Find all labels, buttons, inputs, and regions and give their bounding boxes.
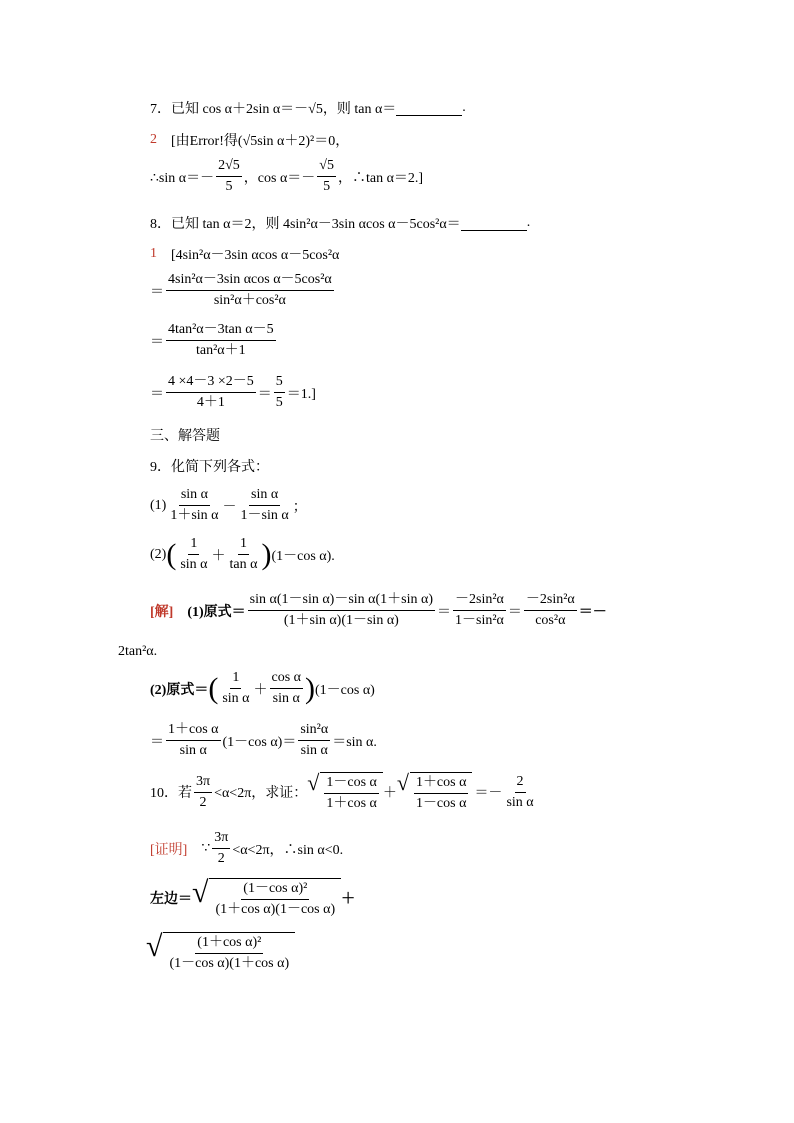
q9-part2-f2-num: 1 xyxy=(238,536,249,555)
plus-sign: ＋ xyxy=(341,892,356,907)
q7-answer-text: [由Error!得(√5sin α＋2)²＝0， xyxy=(171,134,350,149)
q8-step1 xyxy=(150,272,336,309)
q8-blank xyxy=(461,216,527,231)
q10-left-side-cont xyxy=(146,932,295,972)
q9-sol1-f3-den: cos²α xyxy=(535,613,566,628)
q9-sol1-f2-num: －2sin²α xyxy=(453,592,506,611)
q8-step3 xyxy=(150,374,316,411)
q8-answer-number: 1 xyxy=(150,246,157,261)
q7-sin-den: 5 xyxy=(225,179,233,194)
minus-sign: － xyxy=(222,499,237,515)
q10-l2-den: (1－cos α)(1＋cos α) xyxy=(169,956,290,971)
q9-sol3-f1-den: sin α xyxy=(179,743,207,758)
q7-stem-line xyxy=(150,98,466,118)
q10-l2-num: (1＋cos α)² xyxy=(195,935,263,954)
q9-sol1-f3-num: －2sin²α xyxy=(524,592,577,611)
q8-step1-den: sin²α＋cos²α xyxy=(213,293,286,308)
q10-l1-den: (1＋cos α)(1－cos α) xyxy=(215,902,336,917)
q7-cos-fraction xyxy=(317,158,336,195)
q10-sqrt2 xyxy=(397,772,473,812)
q9-part2-tail: (1－cos α). xyxy=(271,548,335,564)
q9-part1-f1-num: sin α xyxy=(179,487,210,506)
q9-part1-f2-num: sin α xyxy=(249,487,280,506)
equals-sign: ＝ xyxy=(507,604,522,620)
q9-solution1 xyxy=(150,592,607,629)
q9-part2-label: (2) xyxy=(150,546,167,562)
q9-part1 xyxy=(150,487,307,524)
q9-part2-fraction1 xyxy=(178,536,209,573)
q7-tan-result: ，∴tan α＝2.] xyxy=(337,170,424,186)
right-paren-icon: ) xyxy=(261,537,272,571)
q7-cos-num: √5 xyxy=(317,158,336,177)
q10-r2-num: 1＋cos α xyxy=(414,775,469,794)
q10-r2-den: 1－cos α xyxy=(415,796,467,811)
q9-sol2-tail: (1－cos α) xyxy=(315,682,375,698)
q9-stem-line xyxy=(150,456,269,476)
q10-r1-fraction xyxy=(324,775,379,812)
equals-sign: ＝ xyxy=(150,386,164,402)
q9-sol2-f1-num: 1 xyxy=(230,670,241,689)
q8-step3-fraction xyxy=(166,374,256,411)
equals-sign: ＝ xyxy=(150,734,164,750)
q10-proof-fraction xyxy=(212,830,230,867)
section-title: 三、解答题 xyxy=(150,429,220,444)
q10-left-label: 左边＝ xyxy=(150,892,192,907)
right-paren-icon: ) xyxy=(305,671,316,705)
q8-answer-text: [4sin²α－3sin αcos α－5cos²α xyxy=(171,248,340,263)
q10-stem-line xyxy=(150,772,538,812)
q9-sol2-fraction2 xyxy=(270,670,304,707)
q10-proof-den: 2 xyxy=(217,851,225,866)
section-heading xyxy=(150,425,220,445)
q8-step3-num: 4 ×4－3 ×2－5 xyxy=(166,374,256,393)
q9-sol2-f2-den: sin α xyxy=(272,691,300,706)
q10-sqrt1 xyxy=(307,772,383,812)
proof-tag: [证明] xyxy=(150,842,188,858)
q9-sol1-f1-num: sin α(1－sin α)－sin α(1＋sin α) xyxy=(248,592,435,611)
q8-step1-num: 4sin²α－3sin αcos α－5cos²α xyxy=(166,272,334,291)
q7-sin-label: ∴sin α＝－ xyxy=(150,170,215,186)
sqrt-icon: √ xyxy=(396,770,409,795)
q9-sol3-f2-den: sin α xyxy=(300,743,328,758)
q9-solution2 xyxy=(150,670,375,707)
q7-answer-line xyxy=(150,130,349,150)
q8-step3-num2: 5 xyxy=(274,374,285,393)
q9-sol3-fraction1 xyxy=(166,722,221,759)
q9-sol2-fraction1 xyxy=(220,670,251,707)
q9-sol2-f2-num: cos α xyxy=(270,670,304,689)
q7-tail: . xyxy=(462,100,466,115)
q9-sol2-f1-den: sin α xyxy=(222,691,250,706)
q9-sol3-fraction2 xyxy=(298,722,330,759)
q8-tail: . xyxy=(526,215,531,230)
left-paren-icon: ( xyxy=(166,537,177,571)
q9-part1-label: (1) xyxy=(150,497,167,513)
q9-part1-fraction1 xyxy=(168,487,220,524)
q9-sol1-tail: ＝－ xyxy=(578,604,607,620)
q10-equals-minus: ＝－ xyxy=(474,786,503,801)
q8-answer-line xyxy=(150,244,339,264)
q7-sin-num: 2√5 xyxy=(216,158,242,177)
q10-rhs-fraction xyxy=(504,774,535,811)
q9-sol2-label: (2)原式＝ xyxy=(150,682,209,698)
q10-stem-b: <α<2π，求证： xyxy=(214,786,308,801)
q8-step3-fraction2 xyxy=(274,374,285,411)
q10-r1-num: 1－cos α xyxy=(324,775,379,794)
q7-cos-den: 5 xyxy=(323,179,331,194)
q10-r1-den: 1＋cos α xyxy=(326,796,377,811)
q9-sol3-tail: ＝sin α. xyxy=(332,734,377,750)
q9-sol1-fraction1 xyxy=(248,592,435,629)
q9-sol1-f2-den: 1－sin²α xyxy=(455,613,504,628)
q9-sol3-f2-num: sin²α xyxy=(298,722,330,741)
q9-sol3-f1-num: 1＋cos α xyxy=(166,722,221,741)
q7-answer-line2 xyxy=(150,158,423,195)
q8-stem: 8．已知 tan α＝2，则 4sin²α－3sin αcos α－5cos²α＝ xyxy=(150,217,461,232)
q7-answer-number: 2 xyxy=(150,132,157,147)
q9-part2 xyxy=(150,536,335,573)
q9-solution3 xyxy=(150,722,377,759)
plus-sign: ＋ xyxy=(382,786,397,801)
q9-sol1-f1-den: (1＋sin α)(1－sin α) xyxy=(283,613,399,628)
q9-stem: 9．化简下列各式： xyxy=(150,460,269,475)
q10-condition-fraction xyxy=(194,774,212,811)
q7-sin-fraction xyxy=(216,158,242,195)
q8-step2-fraction xyxy=(166,322,276,359)
q8-stem-line xyxy=(150,213,530,233)
q9-part1-tail: ； xyxy=(292,499,307,515)
plus-sign: ＋ xyxy=(253,682,268,698)
q10-stem-a: 10．若 xyxy=(150,786,192,801)
q7-blank xyxy=(396,101,462,116)
q10-l1-num: (1－cos α)² xyxy=(241,881,309,900)
q10-rhs-num: 2 xyxy=(515,774,526,793)
q10-cond-num: 3π xyxy=(194,774,212,793)
q9-sol1-label: (1)原式＝ xyxy=(187,604,246,620)
q10-proof-line xyxy=(150,830,343,867)
q10-r2-fraction xyxy=(414,775,469,812)
equals-sign: ＝ xyxy=(150,334,164,350)
q8-step3-den: 4＋1 xyxy=(196,395,225,410)
left-paren-icon: ( xyxy=(208,671,219,705)
q10-left-sqrt1 xyxy=(192,878,341,918)
q9-solution1-cont xyxy=(118,644,157,660)
because-symbol: ∵ xyxy=(201,841,211,856)
q10-proof-num: 3π xyxy=(212,830,230,849)
q10-l2-fraction xyxy=(167,935,291,972)
sqrt-icon: √ xyxy=(192,876,209,909)
q9-part2-f2-den: tan α xyxy=(229,557,258,572)
q9-sol1-fraction3 xyxy=(524,592,577,629)
q10-left-sqrt2 xyxy=(146,932,295,972)
q7-cos-label: ，cos α＝－ xyxy=(243,170,316,186)
equals-sign: ＝ xyxy=(437,604,451,620)
q9-sol3-mid: (1－cos α)＝ xyxy=(222,734,297,750)
q9-part1-f2-den: 1－sin α xyxy=(240,508,289,523)
q10-l1-fraction xyxy=(213,881,337,918)
equals-sign: ＝ xyxy=(150,284,164,300)
q10-cond-den: 2 xyxy=(199,794,207,810)
q8-step3-den2: 5 xyxy=(275,395,283,410)
q9-sol1-fraction2 xyxy=(453,592,506,629)
q9-part2-fraction2 xyxy=(228,536,260,573)
sqrt-icon: √ xyxy=(307,770,320,795)
q9-part2-f1-num: 1 xyxy=(188,536,199,555)
sqrt-icon: √ xyxy=(146,930,163,963)
q9-sol1-cont: 2tan²α. xyxy=(118,644,158,659)
q7-stem: 7．已知 cos α＋2sin α＝－√5，则 tan α＝ xyxy=(150,102,397,117)
q9-part1-f1-den: 1＋sin α xyxy=(170,508,219,523)
q10-proof-text: <α<2π，∴sin α<0. xyxy=(232,842,344,858)
q10-rhs-den: sin α xyxy=(506,794,534,810)
q8-step2 xyxy=(150,322,278,359)
solution-tag: [解] xyxy=(150,604,174,620)
equals-sign: ＝ xyxy=(257,386,272,402)
q8-step3-tail: ＝1.] xyxy=(286,386,316,402)
q10-left-side xyxy=(150,878,355,918)
q9-part2-f1-den: sin α xyxy=(180,557,208,572)
q9-part1-fraction2 xyxy=(239,487,291,524)
q8-step2-num: 4tan²α－3tan α－5 xyxy=(166,322,276,341)
plus-sign: ＋ xyxy=(211,548,226,564)
q8-step1-fraction xyxy=(166,272,334,309)
q8-step2-den: tan²α＋1 xyxy=(195,343,246,358)
